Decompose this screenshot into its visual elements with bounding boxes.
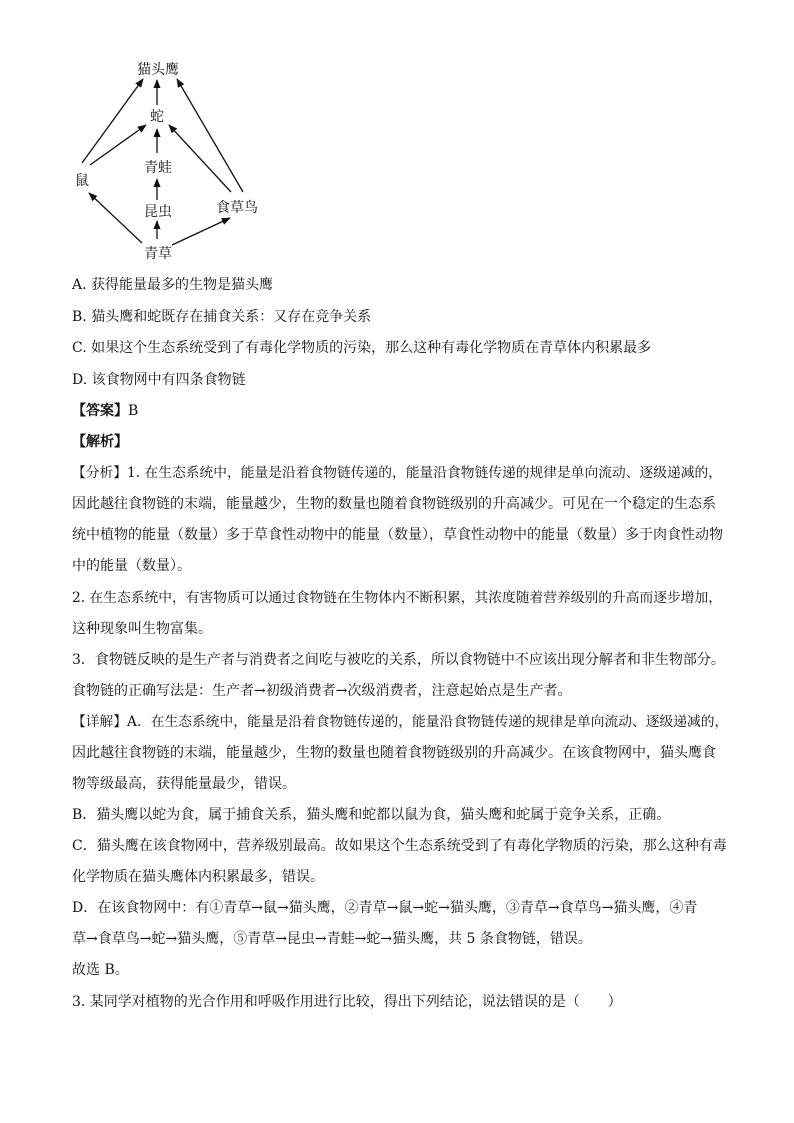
option-d: D. 该食物网中有四条食物链 (72, 372, 246, 388)
node-insect: 昆虫 (144, 204, 172, 220)
arrow-mouse-owl (82, 79, 143, 163)
detail-line-6: 化学物质在猫头鹰体内积累最多，错误。 (72, 869, 324, 885)
detail-text-1: A．在生态系统中，能量是沿着食物链传递的，能量沿食物链传递的规律是单向流动、逐级递减的， (127, 714, 729, 730)
analysis-line-6: 这种现象叫生物富集。 (72, 621, 212, 637)
fenxi-tag: 【分析】 (72, 465, 128, 481)
answer-tag: 【答案】 (72, 403, 128, 419)
node-grass: 青草 (144, 246, 172, 262)
analysis-line-1 (72, 463, 732, 483)
detail-line-7: D．在该食物网中：有①青草→鼠→猫头鹰，②青草→鼠→蛇→猫头鹰，③青草→食草鸟→猫头鹰，④青 (72, 900, 698, 916)
answer-value: B (128, 403, 139, 419)
detail-line-5: C．猫头鹰在该食物网中，营养级别最高。故如果这个生态系统受到了有毒化学物质的污染，那么这种有毒 (72, 838, 727, 854)
answer-line (72, 401, 732, 421)
analysis-heading (72, 432, 732, 452)
option-c: C. 如果这个生态系统受到了有毒化学物质的污染，那么这种有毒化学物质在青草体内积累最多 (72, 340, 652, 356)
analysis-line-7: 3．食物链反映的是生产者与消费者之间吃与被吃的关系，所以食物链中不应该出现分解者和非生物部分。 (72, 652, 725, 668)
option-a: A. 获得能量最多的生物是猫头鹰 (72, 277, 274, 293)
food-web-diagram (60, 55, 300, 270)
analysis-tag: 【解析】 (72, 434, 128, 450)
detail-line-4: B．猫头鹰以蛇为食，属于捕食关系，猫头鹰和蛇都以鼠为食，猫头鹰和蛇属于竞争关系，正确。 (72, 807, 671, 823)
detail-line-3: 物等级最高，获得能量最少，错误。 (72, 776, 296, 792)
node-snake: 蛇 (150, 109, 164, 125)
arrow-bird-owl (177, 79, 243, 192)
next-question: 3. 某同学对植物的光合作用和呼吸作用进行比较，得出下列结论，说法错误的是（ ） (72, 994, 622, 1010)
analysis-line-8: 食物链的正确写法是：生产者→初级消费者→次级消费者，注意起始点是生产者。 (72, 683, 572, 699)
option-b: B. 猫头鹰和蛇既存在捕食关系：又存在竞争关系 (72, 309, 372, 325)
analysis-line-4: 中的能量（数量）。 (72, 558, 191, 574)
arrow-grass-mouse (89, 193, 142, 243)
node-bird: 食草鸟 (216, 200, 258, 216)
conclusion: 故选 B。 (72, 962, 129, 978)
analysis-line-3: 统中植物的能量（数量）多于草食性动物中的能量（数量），草食性动物中的能量（数量）多于肉食性动物 (72, 527, 723, 543)
node-mouse: 鼠 (75, 173, 89, 189)
node-frog: 青蛙 (144, 160, 172, 176)
detail-line-2: 因此越往食物链的末端，能量越少，生物的数量也随着食物链级别的升高减少。在该食物网中，猫头鹰食 (72, 745, 716, 761)
analysis-line-5: 2. 在生态系统中，有害物质可以通过食物链在生物体内不断积累，其浓度随着营养级别的升高而逐步增加， (72, 590, 722, 606)
analysis-text-1: 1. 在生态系统中，能量是沿着食物链传递的，能量沿食物链传递的规律是单向流动、逐级递减的， (127, 465, 723, 481)
arrow-bird-snake (169, 125, 231, 192)
arrow-grass-bird (172, 218, 230, 245)
detail-line-1 (72, 712, 732, 732)
node-owl: 猫头鹰 (137, 62, 179, 78)
detail-line-8: 草→食草鸟→蛇→猫头鹰，⑤青草→昆虫→青蛙→蛇→猫头鹰，共 5 条食物链，错误。 (72, 931, 592, 947)
analysis-line-2: 因此越往食物链的末端，能量越少，生物的数量也随着食物链级别的升高减少。可见在一个稳定的生态系 (72, 496, 716, 512)
arrow-mouse-snake (90, 125, 146, 165)
detail-tag: 【详解】 (72, 714, 128, 730)
